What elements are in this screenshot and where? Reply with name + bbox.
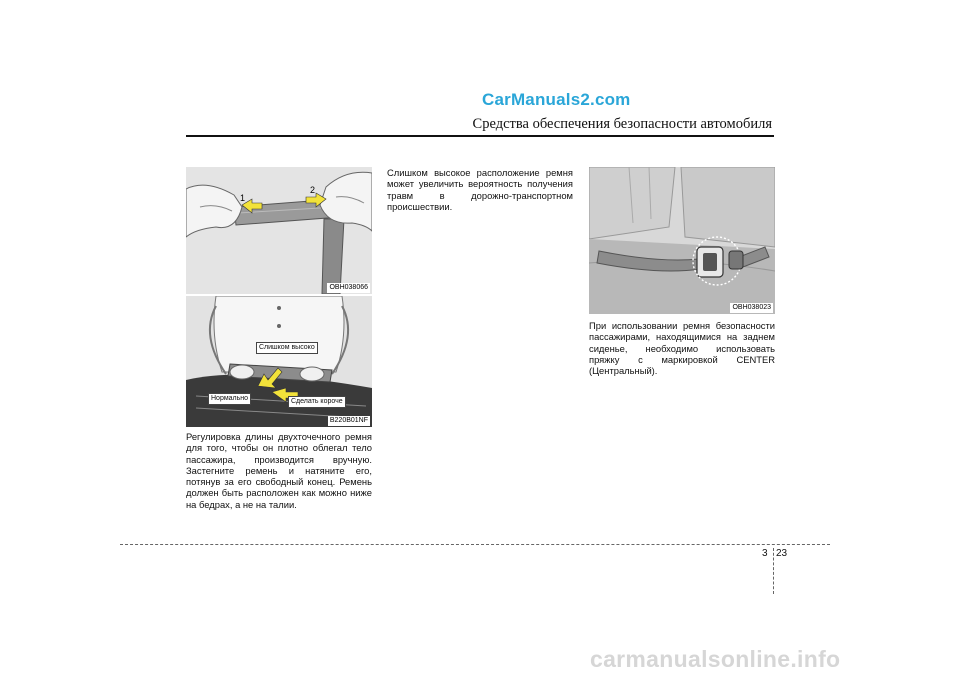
section-title: Средства обеспечения безопасности автомобиля	[472, 116, 772, 132]
page-number: 23	[776, 548, 788, 559]
figure-center-buckle	[589, 167, 775, 314]
page-chapter: 3	[762, 548, 768, 559]
paragraph-belt-adjust: Регулировка длины двухточечного ремня для того, чтобы он плотно облегал тело пассажира, производится вручную. Застегните ремень и натяните его, потянув за его свободный конец. Ремень должен быть расположен как можно ниже на бедрах, а не на талии.	[186, 431, 372, 510]
paragraph-too-high-warning: Слишком высокое расположение ремня может увеличить вероятность получения травм в дорожно-транспортном происшествии.	[387, 167, 573, 212]
figure-code: OBH038066	[329, 284, 368, 291]
header-rule	[186, 135, 774, 137]
figure-code: B220B01NF	[329, 417, 368, 424]
paragraph-center-buckle: При использовании ремня безопасности пассажирами, находящимися на заднем сиденье, необходимо использовать пряжку с маркировкой CENTER (Центральный).	[589, 320, 775, 377]
footer-rule	[120, 544, 830, 545]
callout-shorten: Сделать короче	[288, 396, 346, 408]
figure-belt-position	[186, 296, 372, 427]
brand-logo-text: CarManuals2.com	[482, 90, 631, 109]
center-buckle-illustration	[589, 167, 775, 314]
page-divider	[773, 548, 774, 594]
callout-too-high: Слишком высоко	[256, 342, 318, 354]
figure-belt-adjust	[186, 167, 372, 294]
belt-adjust-illustration	[186, 167, 372, 294]
figure-label-1: 1	[240, 193, 246, 203]
figure-label-2: 2	[310, 185, 316, 195]
watermark: carmanualsonline.info	[590, 646, 841, 672]
figure-code: OBH038023	[732, 304, 771, 311]
callout-normal: Нормально	[208, 393, 251, 405]
